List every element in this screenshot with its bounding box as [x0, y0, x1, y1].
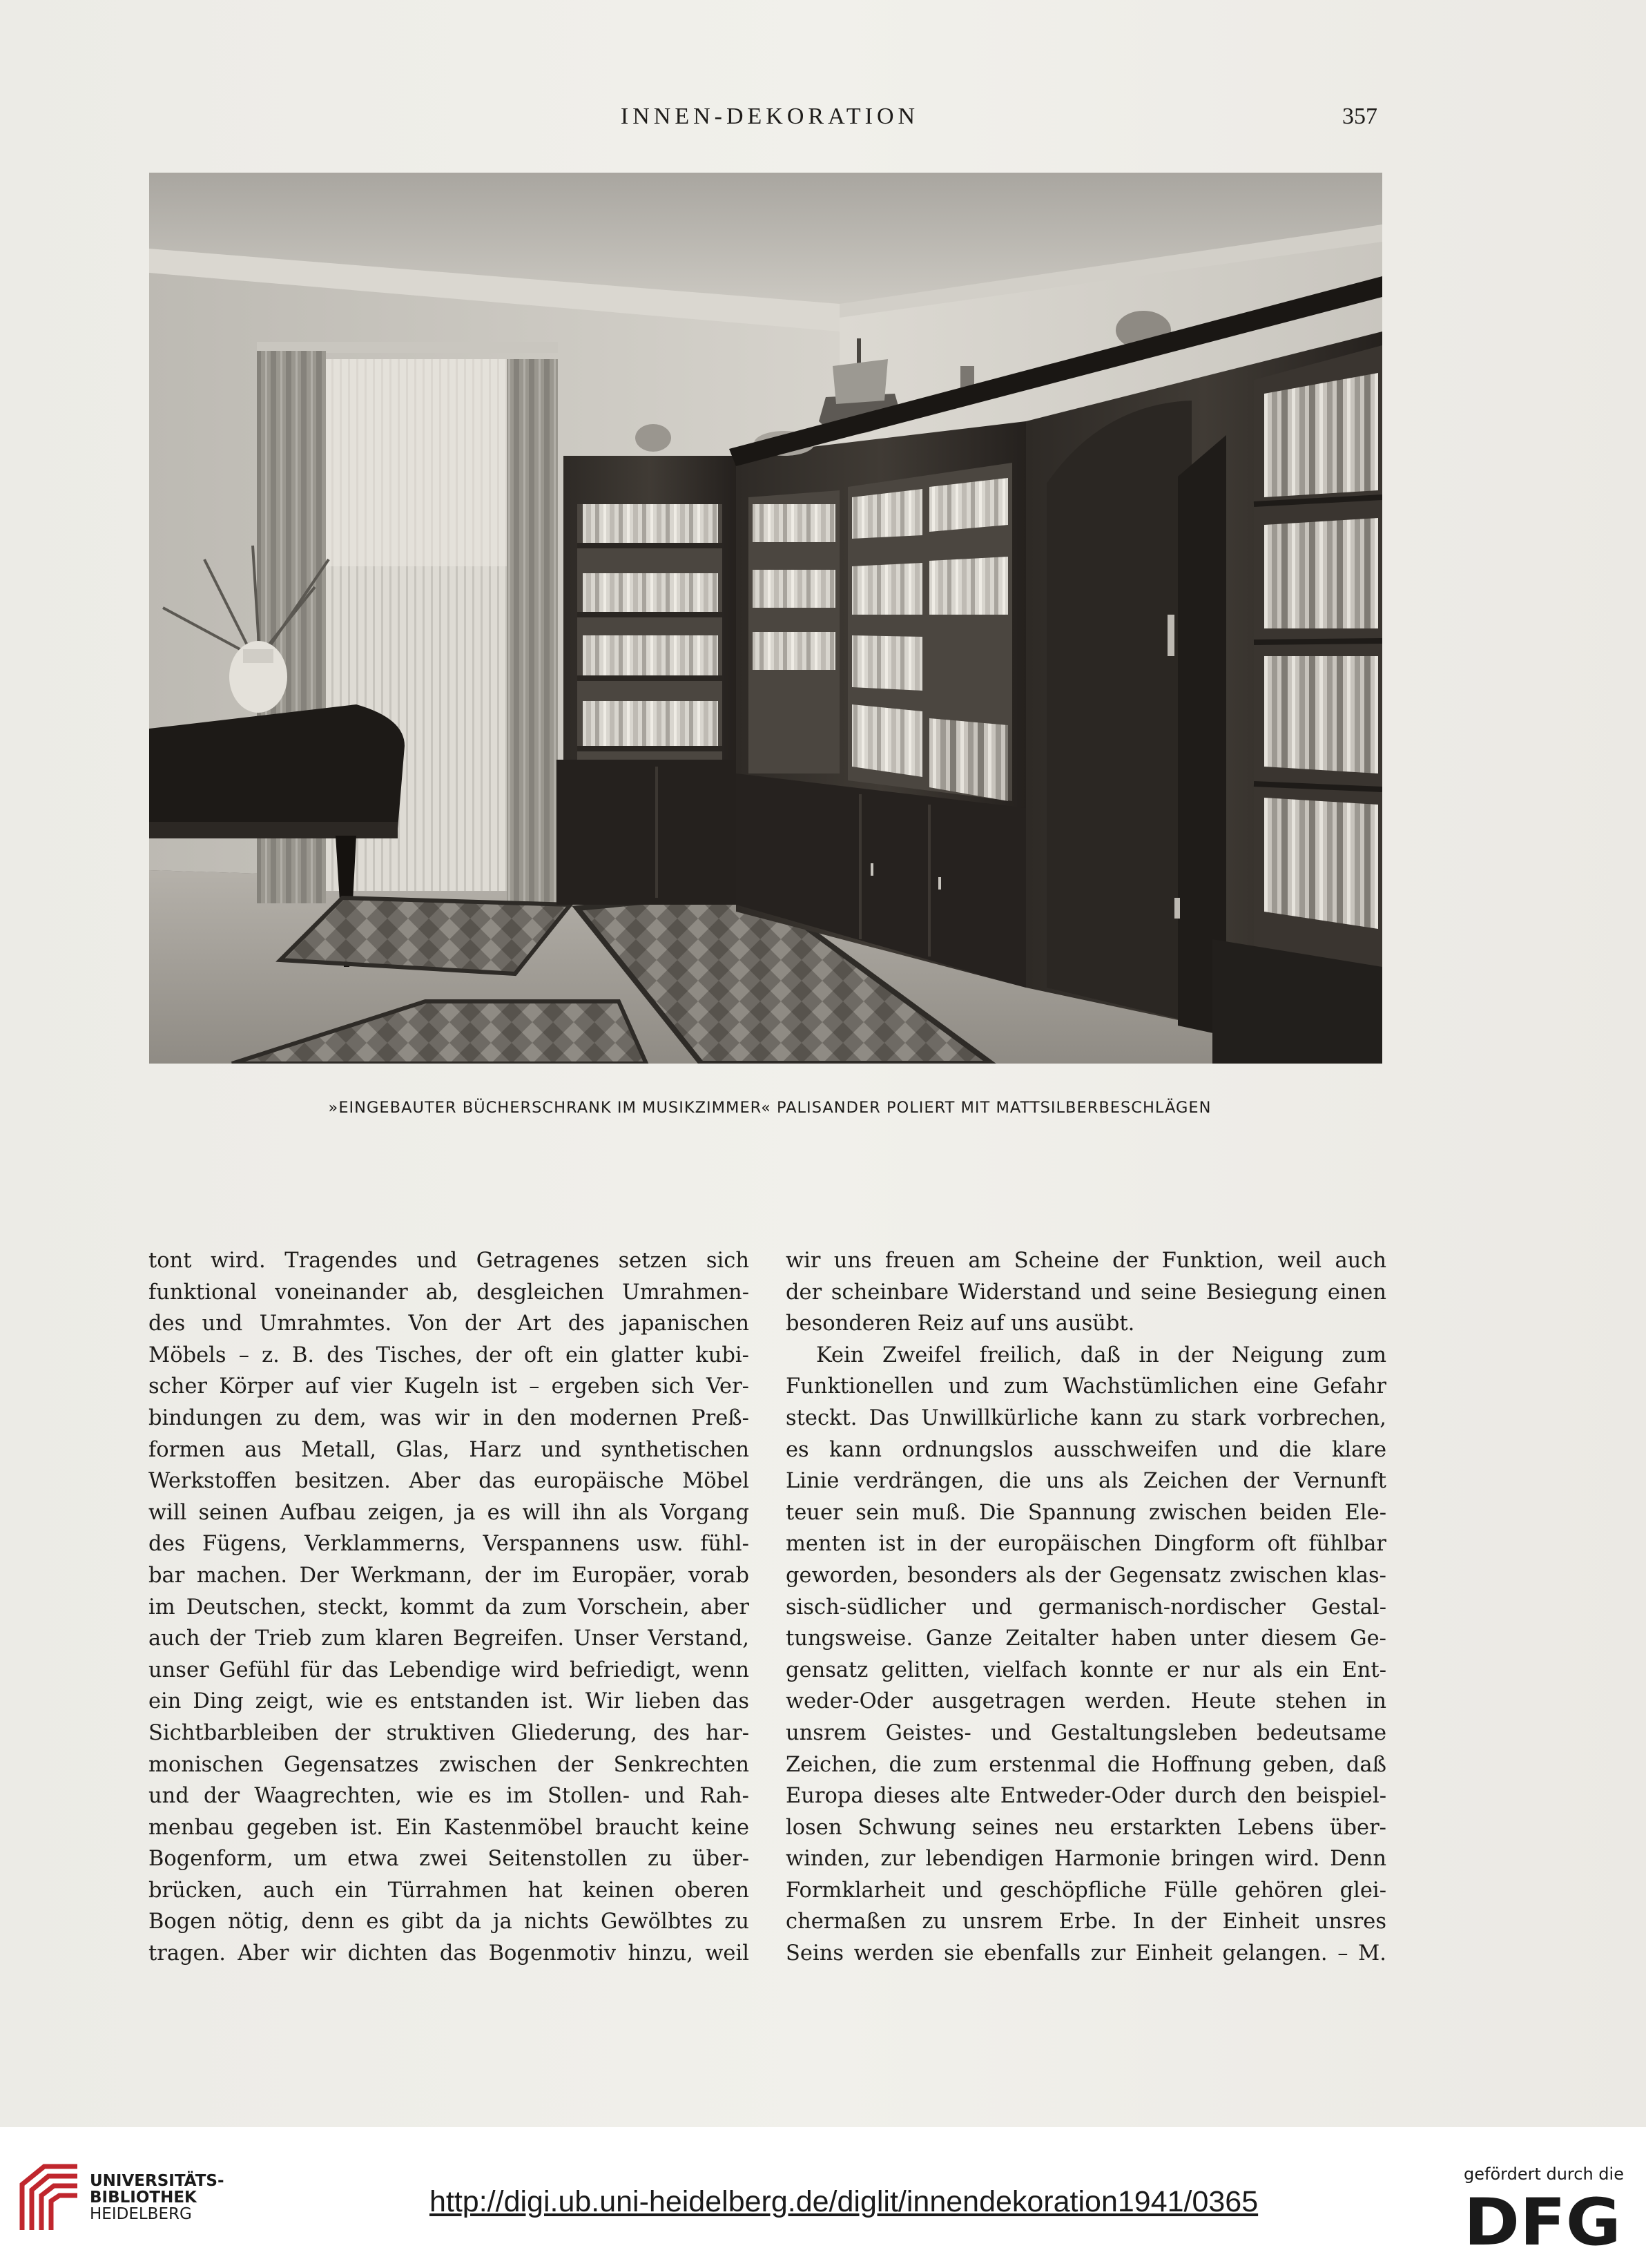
text-line: Sichtbarbleiben der struktiven Gliederung, des har-: [148, 1720, 749, 1745]
text-line: weder-Oder ausgetragen werden. Heute stehen in: [786, 1689, 1386, 1714]
text-line: menten ist in der europäischen Dingform oft fühlbar: [786, 1532, 1386, 1557]
text-line: Werkstoffen besitzen. Aber das europäische Möbel: [148, 1469, 749, 1494]
page-number: 357: [1342, 104, 1377, 129]
text-line: und der Waagrechten, wie es im Stollen- und Rah-: [148, 1784, 749, 1809]
text-line: wir uns freuen am Scheine der Funktion, weil auch: [786, 1249, 1386, 1273]
library-name-line: BIBLIOTHEK: [90, 2189, 197, 2207]
text-line: bar machen. Der Werkmann, der im Europäer, vorab: [148, 1563, 749, 1588]
text-line: besonderen Reiz auf uns ausübt.: [786, 1311, 1135, 1336]
text-line: will seinen Aufbau zeigen, ja es will ihn als Vorgang: [148, 1500, 749, 1525]
text-line: brücken, auch ein Türrahmen hat keinen oberen: [148, 1878, 749, 1903]
figure-caption: »EINGEBAUTER BÜCHERSCHRANK IM MUSIKZIMMER« PALISANDER POLIERT MIT MATTSILBERBESCHLÄGEN: [328, 1099, 1212, 1117]
text-line: formen aus Metall, Glas, Harz und synthetischen: [148, 1437, 749, 1462]
text-line: des Fügens, Verklammerns, Verspannens usw. fühl-: [148, 1532, 749, 1557]
text-line: Linie verdrängen, die uns als Zeichen der Vernunft: [786, 1469, 1386, 1494]
text-line: der scheinbare Widerstand und seine Besiegung einen: [786, 1280, 1386, 1305]
text-line: unsrem Geistes- und Gestaltungsleben bedeutsame: [786, 1720, 1386, 1745]
text-line: es kann ordnungslos ausschweifen und die klare: [786, 1437, 1386, 1462]
text-line: Bogenform, um etwa zwei Seitenstollen zu über-: [148, 1847, 749, 1872]
digital-copy-link[interactable]: http://digi.ub.uni-heidelberg.de/diglit/innendekoration1941/0365: [429, 2185, 1259, 2218]
text-line: des und Umrahmtes. Von der Art des japanischen: [148, 1311, 749, 1336]
text-column-right: [786, 1245, 1386, 1970]
digitization-footer: [0, 2127, 1646, 2268]
text-line: Bogen nötig, denn es gibt da ja nichts Gewölbtes zu: [148, 1910, 749, 1934]
text-line: monischen Gegensatzes zwischen der Senkrechten: [148, 1752, 749, 1777]
running-header: INNEN-DEKORATION: [620, 104, 920, 129]
text-line: gensatz gelitten, vielfach konnte er nur als ein Ent-: [786, 1657, 1386, 1682]
text-line: menbau gegeben ist. Ein Kastenmöbel braucht keine: [148, 1815, 749, 1840]
text-line: tont wird. Tragendes und Getragenes setzen sich: [148, 1249, 749, 1273]
text-line: auch der Trieb zum klaren Begreifen. Unser Verstand,: [148, 1626, 749, 1651]
dfg-logo: [1464, 2191, 1623, 2249]
text-line: tungsweise. Ganze Zeitalter haben unter diesem Ge-: [786, 1626, 1386, 1651]
library-name-line: HEIDELBERG: [90, 2205, 192, 2223]
university-library-logo-icon: [17, 2161, 83, 2234]
text-line: Möbels – z. B. des Tisches, der oft ein glatter kubi-: [148, 1343, 749, 1367]
university-library-name: [90, 2173, 224, 2222]
text-line: teuer sein muß. Die Spannung zwischen beiden Ele-: [786, 1500, 1386, 1525]
funded-by-label: gefördert durch die: [1464, 2164, 1624, 2184]
text-line: funktional voneinander ab, desgleichen Umrahmen-: [148, 1280, 749, 1305]
text-line: Zeichen, die zum erstenmal die Hoffnung geben, daß: [786, 1752, 1386, 1777]
text-line: Funktionellen und zum Wachstümlichen eine Gefahr: [786, 1374, 1386, 1399]
text-line: im Deutschen, steckt, kommt da zum Vorschein, aber: [148, 1595, 749, 1620]
text-line: Formklarheit und geschöpfliche Fülle gehören glei-: [786, 1878, 1386, 1903]
text-line: steckt. Das Unwillkürliche kann zu stark vorbrechen,: [786, 1405, 1386, 1430]
text-line: unser Gefühl für das Lebendige wird befriedigt, wenn: [148, 1657, 749, 1682]
text-line: tragen. Aber wir dichten das Bogenmotiv hinzu, weil: [148, 1941, 749, 1966]
dfg-logo-text: DFG: [1464, 2191, 1621, 2249]
text-line: Seins werden sie ebenfalls zur Einheit gelangen. – M.: [786, 1941, 1386, 1966]
text-line: bindungen zu dem, was wir in den modernen Preß-: [148, 1405, 749, 1430]
text-line: winden, zur lebendigen Harmonie bringen wird. Denn: [786, 1847, 1386, 1872]
text-column-left: [148, 1245, 749, 1970]
text-line: ein Ding zeigt, wie es entstanden ist. Wir lieben das: [148, 1689, 749, 1714]
text-line: Kein Zweifel freilich, daß in der Neigung zum: [816, 1343, 1386, 1367]
text-line: sisch-südlicher und germanisch-nordischer Gestal-: [786, 1595, 1386, 1620]
text-line: Europa dieses alte Entweder-Oder durch den beispiel-: [786, 1784, 1386, 1809]
text-line: geworden, besonders als der Gegensatz zwischen klas-: [786, 1563, 1386, 1588]
library-name-line: UNIVERSITÄTS-: [90, 2172, 224, 2190]
text-line: chermaßen zu unsrem Erbe. In der Einheit unsres: [786, 1910, 1386, 1934]
text-line: losen Schwung seines neu erstarkten Lebens über-: [786, 1815, 1386, 1840]
text-line: scher Körper auf vier Kugeln ist – ergeben sich Ver-: [148, 1374, 749, 1399]
interior-photograph: [149, 173, 1382, 1064]
